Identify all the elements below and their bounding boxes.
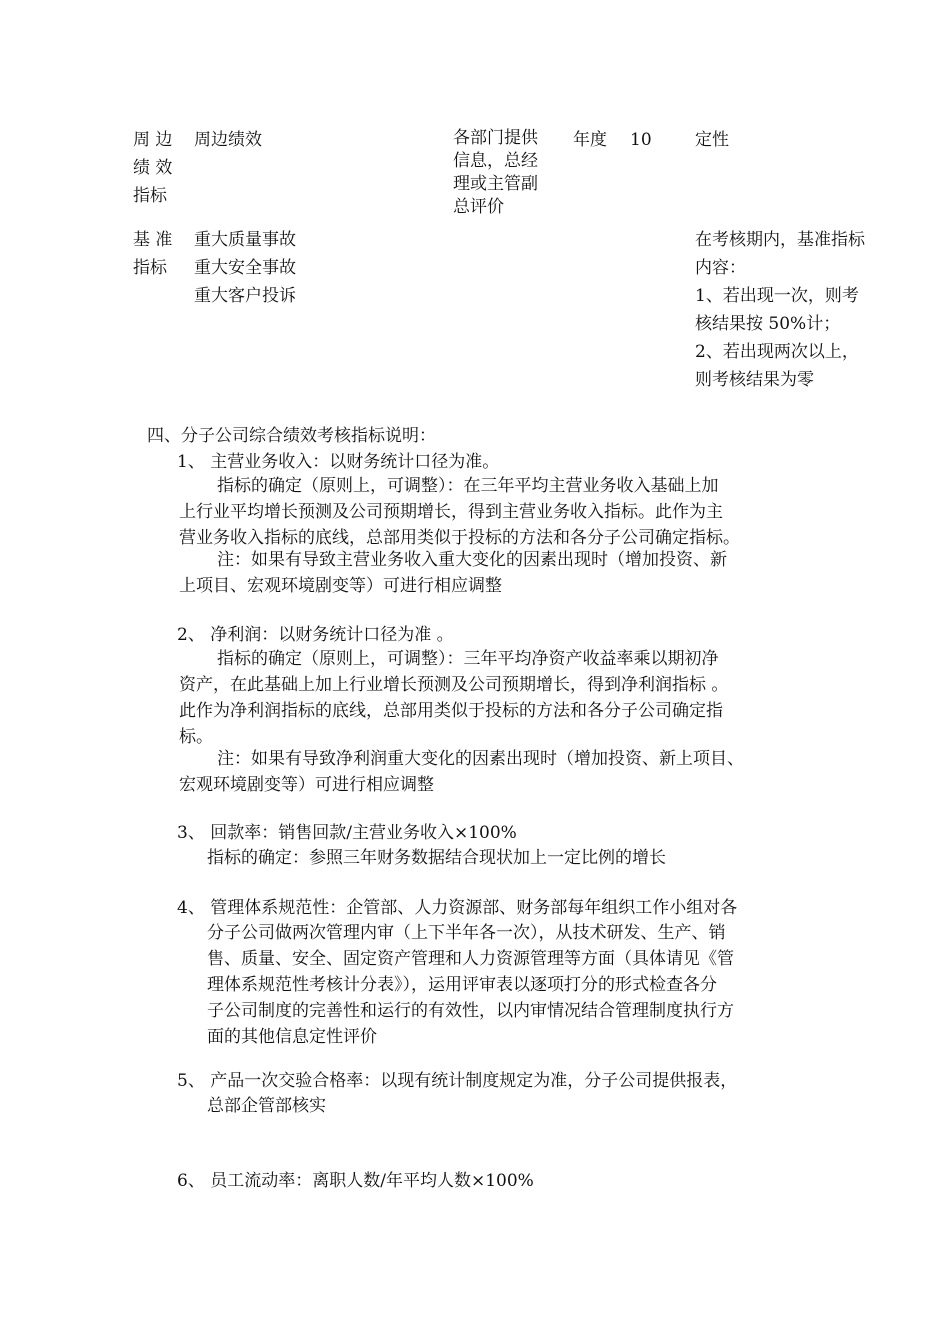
row2-indicator-line: 重大质量事故 [194, 230, 296, 250]
row2-indicator [194, 226, 296, 310]
paragraph-line: 指标的确定：参照三年财务数据结合现状加上一定比例的增长 [207, 848, 666, 868]
row1-indicator [194, 126, 262, 154]
paragraph-line: 上项目、宏观环境剧变等）可进行相应调整 [179, 576, 502, 596]
paragraph-line: 标。 [179, 727, 213, 747]
row2-category-line: 指标 [133, 258, 167, 278]
row2-method-line: 内容： [695, 258, 746, 278]
row1-method [695, 126, 729, 154]
paragraph-line: 资产，在此基础上加上行业增长预测及公司预期增长，得到净利润指标 。 [179, 675, 729, 695]
item-heading: 5、 产品一次交验合格率：以现有统计制度规定为准，分子公司提供报表， [177, 1071, 738, 1091]
paragraph-line: 总部企管部核实 [207, 1096, 326, 1116]
paragraph-line: 分子公司做两次管理内审（上下半年各一次），从技术研发、生产、销 [207, 923, 726, 943]
paragraph-line: 指标的确定（原则上，可调整）：在三年平均主营业务收入基础上加 [217, 476, 719, 496]
item-paragraph [179, 646, 728, 750]
item-heading: 2、 净利润：以财务统计口径为准 。 [177, 625, 454, 645]
row2-indicator-line: 重大客户投诉 [194, 286, 296, 306]
item-paragraph [179, 547, 727, 599]
row2-method-line: 1、若出现一次，则考 [695, 286, 859, 306]
row1-category-line: 周 边 [133, 130, 173, 150]
row2-category [133, 226, 172, 282]
paragraph-line: 注：如果有导致净利润重大变化的因素出现时（增加投资、新上项目、 [217, 749, 744, 769]
item-heading: 4、 管理体系规范性：企管部、人力资源部、财务部每年组织工作小组对各 [177, 898, 738, 918]
row1-method-line: 定性 [695, 130, 729, 150]
paragraph-line: 此作为净利润指标的底线，总部用类似于投标的方法和各分子公司确定指 [179, 701, 723, 721]
row1-category [133, 126, 172, 210]
paragraph-line: 子公司制度的完善性和运行的有效性，以内审情况结合管理制度执行方 [207, 1001, 734, 1021]
row2-method-line: 核结果按 50%计； [695, 314, 841, 334]
item-heading: 6、 员工流动率：离职人数/年平均人数×100% [177, 1171, 534, 1191]
row1-source-line: 信息，总经 [453, 151, 538, 171]
row2-method [695, 226, 865, 394]
row1-source-line: 总评价 [453, 197, 504, 217]
item-paragraph [207, 1093, 326, 1119]
row2-method-line: 在考核期内，基准指标 [695, 230, 865, 250]
row2-indicator-line: 重大安全事故 [194, 258, 296, 278]
item-paragraph [179, 473, 740, 551]
row1-category-line: 指标 [133, 186, 167, 206]
paragraph-line: 售、质量、安全、固定资产管理和人力资源管理等方面（具体请见《管 [207, 949, 734, 969]
row1-source-line: 理或主管副 [453, 174, 538, 194]
row2-method-line: 则考核结果为零 [695, 370, 814, 390]
row1-source [453, 127, 538, 219]
row2-category-line: 基 准 [133, 230, 173, 250]
paragraph-line: 指标的确定（原则上，可调整）：三年平均净资产收益率乘以期初净 [217, 649, 719, 669]
item-heading: 1、 主营业务收入：以财务统计口径为准。 [177, 452, 500, 472]
row1-indicator-line: 周边绩效 [194, 130, 262, 150]
row1-weight: 10 [630, 130, 652, 150]
row1-period: 年度 [573, 130, 607, 150]
item-paragraph [207, 845, 666, 871]
paragraph-line: 上行业平均增长预测及公司预期增长，得到主营业务收入指标。此作为主 [179, 502, 723, 522]
paragraph-line: 注：如果有导致主营业务收入重大变化的因素出现时（增加投资、新 [217, 550, 727, 570]
paragraph-line: 理体系规范性考核计分表》），运用评审表以逐项打分的形式检查各分 [207, 975, 717, 995]
section-title: 四、分子公司综合绩效考核指标说明： [147, 426, 436, 446]
item-heading: 3、 回款率：销售回款/主营业务收入×100% [177, 823, 517, 843]
row1-source-line: 各部门提供 [453, 128, 538, 148]
item-paragraph [207, 920, 734, 1050]
paragraph-line: 宏观环境剧变等）可进行相应调整 [179, 775, 434, 795]
row1-category-line: 绩 效 [133, 158, 173, 178]
paragraph-line: 营业务收入指标的底线，总部用类似于投标的方法和各分子公司确定指标。 [179, 528, 740, 548]
row2-method-line: 2、若出现两次以上， [695, 342, 859, 362]
item-paragraph [179, 746, 744, 798]
paragraph-line: 面的其他信息定性评价 [207, 1027, 377, 1047]
